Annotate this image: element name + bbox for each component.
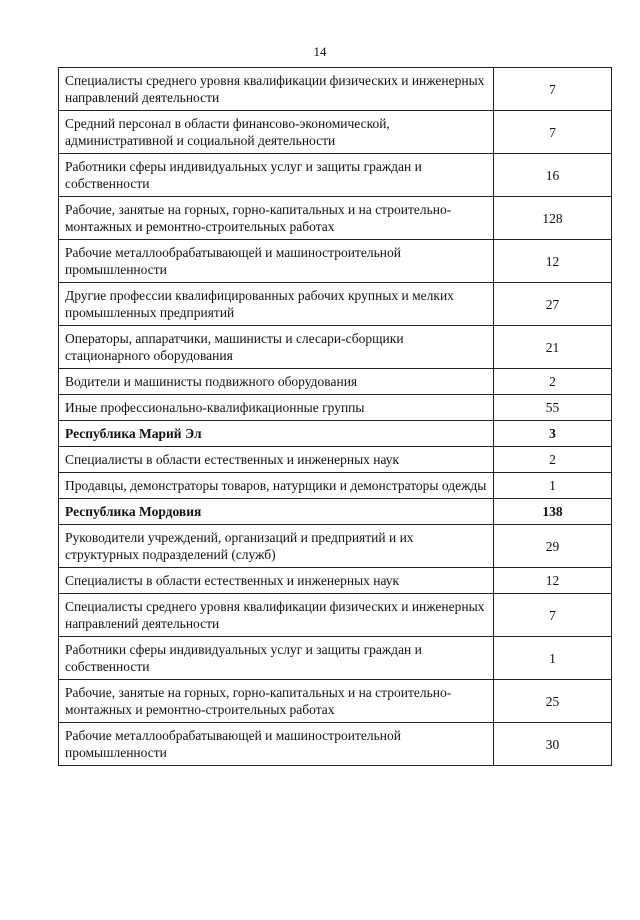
profession-label: Продавцы, демонстраторы товаров, натурщики и демонстраторы одежды [59, 473, 494, 499]
region-name: Республика Марий Эл [59, 421, 494, 447]
profession-table [58, 67, 612, 766]
table-row [59, 680, 612, 723]
profession-label: Операторы, аппаратчики, машинисты и слесари-сборщики стационарного оборудования [59, 326, 494, 369]
table-row [59, 326, 612, 369]
region-total: 3 [494, 421, 612, 447]
profession-count: 2 [494, 447, 612, 473]
table-row [59, 395, 612, 421]
profession-label: Специалисты среднего уровня квалификации физических и инженерных направлений деятельности [59, 68, 494, 111]
profession-count: 21 [494, 326, 612, 369]
profession-count: 2 [494, 369, 612, 395]
profession-count: 12 [494, 240, 612, 283]
profession-label: Рабочие, занятые на горных, горно-капитальных и на строительно-монтажных и ремонтно-строительных работах [59, 197, 494, 240]
profession-count: 25 [494, 680, 612, 723]
table-row [59, 369, 612, 395]
table-row [59, 525, 612, 568]
profession-count: 30 [494, 723, 612, 766]
table-row [59, 111, 612, 154]
profession-count: 16 [494, 154, 612, 197]
profession-label: Рабочие металлообрабатывающей и машиностроительной промышленности [59, 240, 494, 283]
profession-count: 55 [494, 395, 612, 421]
profession-label: Средний персонал в области финансово-экономической, административной и социальной деятельности [59, 111, 494, 154]
region-row [59, 499, 612, 525]
table-row [59, 240, 612, 283]
table-row [59, 637, 612, 680]
page-number: 14 [313, 44, 327, 59]
profession-count: 1 [494, 473, 612, 499]
profession-label: Рабочие металлообрабатывающей и машиностроительной промышленности [59, 723, 494, 766]
profession-count: 7 [494, 68, 612, 111]
region-total: 138 [494, 499, 612, 525]
profession-label: Рабочие, занятые на горных, горно-капитальных и на строительно-монтажных и ремонтно-строительных работах [59, 680, 494, 723]
profession-label: Специалисты среднего уровня квалификации физических и инженерных направлений деятельности [59, 594, 494, 637]
profession-label: Работники сферы индивидуальных услуг и защиты граждан и собственности [59, 154, 494, 197]
table-row [59, 723, 612, 766]
table-row [59, 197, 612, 240]
profession-count: 7 [494, 111, 612, 154]
table-row [59, 473, 612, 499]
table-row [59, 594, 612, 637]
region-name: Республика Мордовия [59, 499, 494, 525]
table-row [59, 68, 612, 111]
profession-count: 27 [494, 283, 612, 326]
table-row [59, 447, 612, 473]
table-row [59, 283, 612, 326]
profession-count: 1 [494, 637, 612, 680]
table-body [59, 68, 612, 766]
profession-label: Специалисты в области естественных и инженерных наук [59, 568, 494, 594]
table-row [59, 154, 612, 197]
profession-label: Водители и машинисты подвижного оборудования [59, 369, 494, 395]
profession-label: Руководители учреждений, организаций и предприятий и их структурных подразделений (служб) [59, 525, 494, 568]
table-row [59, 568, 612, 594]
profession-label: Специалисты в области естественных и инженерных наук [59, 447, 494, 473]
region-row [59, 421, 612, 447]
profession-label: Иные профессионально-квалификационные группы [59, 395, 494, 421]
profession-count: 128 [494, 197, 612, 240]
profession-count: 29 [494, 525, 612, 568]
profession-label: Работники сферы индивидуальных услуг и защиты граждан и собственности [59, 637, 494, 680]
profession-count: 7 [494, 594, 612, 637]
profession-count: 12 [494, 568, 612, 594]
profession-label: Другие профессии квалифицированных рабочих крупных и мелких промышленных предприятий [59, 283, 494, 326]
